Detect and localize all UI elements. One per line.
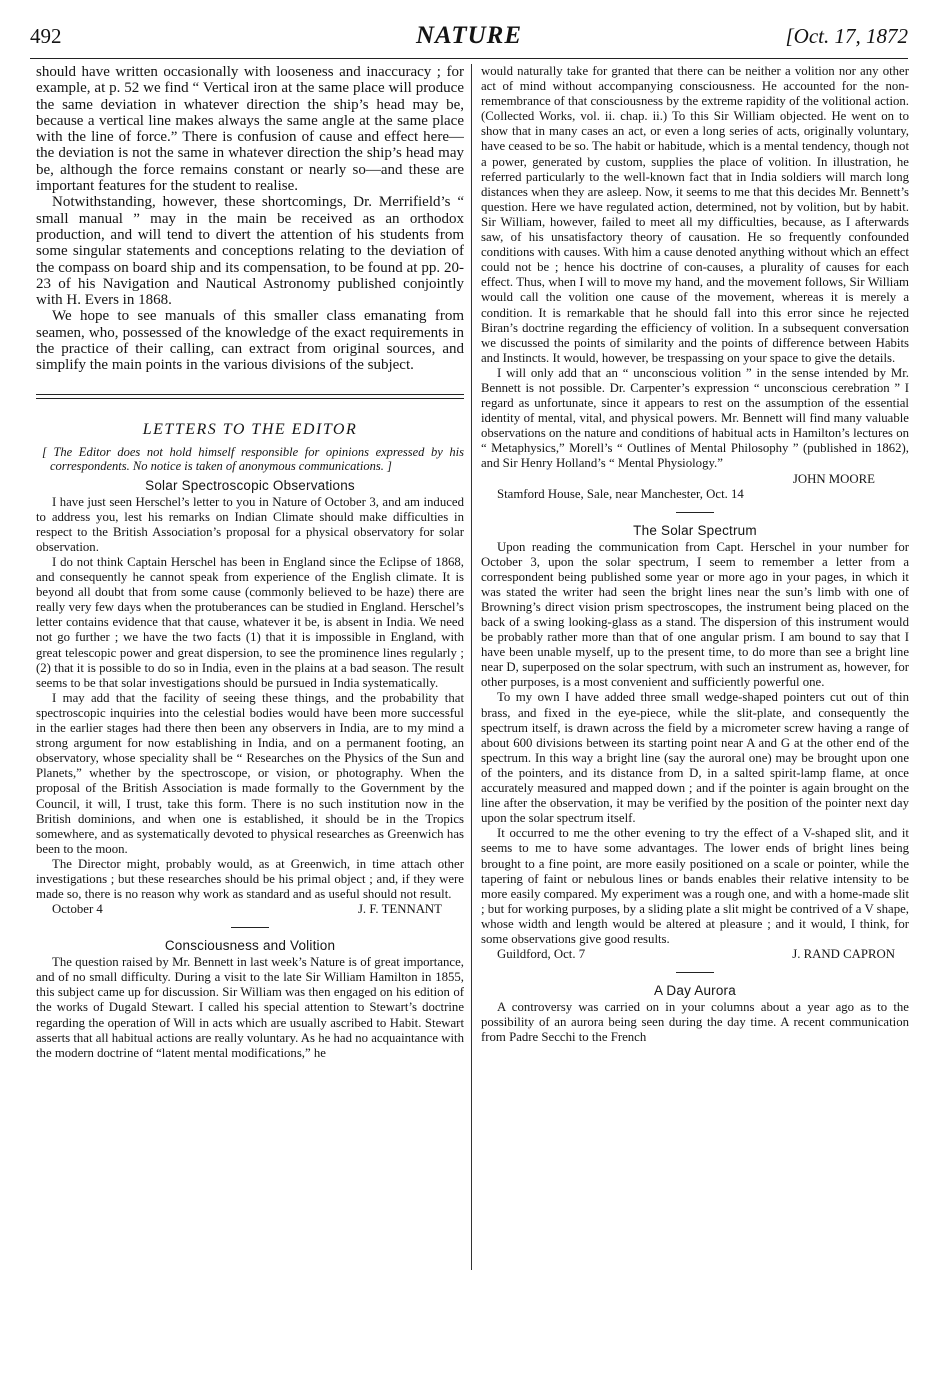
- short-rule: [676, 972, 714, 973]
- section-title: LETTERS TO THE EDITOR: [142, 420, 358, 438]
- article-paragraph: It occurred to me the other evening to try the effect of a V-shaped slit, and it seems to me to have some advantages. The lower ends of bright lines being brought to a fine point, are more easily positioned on a scale or pointer, while the tapering of faint or nebulous lines or bands enables their relative intensity to be more easily compared. My experiment was a rough one, and with a home-made slit ; but for working purposes, by a sliding plate a slit might be contrived of a V shape, whose width and length would be altered at pleasure ; and it would, I think, for some observations give good results.: [481, 826, 909, 946]
- article-paragraph: To my own I have added three small wedge-shaped pointers cut out of thin brass, and fixed in the eye-piece, while the slit-plate, and consequently the spectrum itself, is drawn across the field by a micrometer screw having a range of about 600 divisions between its starting point near A and G at the other end of the spectrum. In this way a bright line (say the auroral one) may be brought upon one of the pointers, and its distance from D, in a salted spirit-lamp flame, at once accurately measured and mapped down ; and if the pointer is again brought on the line after the observation, it may be verified by the position of the pointer next day upon the solar spectrum itself.: [481, 690, 909, 826]
- right-column: [481, 64, 909, 1372]
- article-paragraph: I may add that the facility of seeing these things, and the probability that spectroscopic inquiries into the celestial bodies would have been more successful in the earlier stages had there then been any observers in India, are to my mind a strong argument for now establishing in India, and on a permanent footing, an observatory, whose speciality shall be “ Researches on the Physics of the Sun and Planets,” whether by the spectroscope, or vision, or photography. When the proposal of the British Association is made formally to the Government by the Council, it will, I trust, take this form. There is no such institution now in the British dominions, and when one is established, it should be in the Tropics somewhere, and as systematically devoted to physical researches as Greenwich has been to the moon.: [36, 690, 464, 856]
- column-divider: [471, 64, 472, 1270]
- article-paragraph: A controversy was carried on in your columns about a year ago as to the possibility of an aurora being seen during the day time. A recent communication from Padre Secchi to the French: [481, 1000, 909, 1045]
- letter-signoff: [481, 947, 909, 962]
- article-title: The Solar Spectrum: [633, 522, 757, 538]
- editor-disclaimer: [ The Editor does not hold himself responsible for opinions expressed by his correspondents. No notice is taken of anonymous communications. ]: [42, 444, 464, 474]
- short-rule: [231, 927, 269, 928]
- letter-signature: J. F. TENNANT: [357, 902, 442, 917]
- letter-signoff: [36, 902, 464, 917]
- left-column: [36, 64, 464, 1372]
- article-paragraph: I have just seen Herschel’s letter to you in Nature of October 3, and am induced to address you, lest his remarks on Indian Climate should make difficulties in respect to the British Association’s proposal for a physical observatory for solar observation.: [36, 494, 464, 554]
- issue-date: [Oct. 17, 1872: [785, 24, 908, 48]
- section-double-rule: [36, 394, 464, 399]
- letter-date: October 4: [52, 902, 103, 917]
- article-title: Consciousness and Volition: [164, 938, 336, 954]
- page-header: [30, 20, 908, 54]
- article-paragraph: The Director might, probably would, as at Greenwich, in time attach other investigations ; but these researches should be his primal object ; and, if they were made so, there is no reason why work as standard and as useful should not result.: [36, 856, 464, 902]
- letter-signature: JOHN MOORE: [792, 471, 875, 486]
- article-title: Solar Spectroscopic Observations: [145, 477, 355, 493]
- article-paragraph: I do not think Captain Herschel has been in England since the Eclipse of 1868, and consequently he cannot speak from experience of the English climate. It is beyond all doubt that from some cause (commonly believed to be haze) there are really very few days when the protuberances can be studied in England. Herschel’s letter contains evidence that that cause, whatever it be, is absent in India. We need not go further ; we have the two facts (1) that it is impossible in England, with great telescopic power and great dispersion, to see the prominence lines regularly ; (2) that it is possible to do so in India, even in the plains at a bad season. The result seems to be that solar investigations should be pursued in India systematically.: [36, 555, 464, 690]
- review-paragraph: We hope to see manuals of this smaller class emanating from seamen, who, possessed of the knowledge of the exact requirements in the practice of their calling, can extract from original sources, and simplify the main points in the various divisions of the subject.: [36, 308, 464, 374]
- letter-signature: J. RAND CAPRON: [792, 947, 895, 962]
- short-rule: [676, 512, 714, 513]
- journal-title: NATURE: [415, 22, 523, 49]
- letter-address: Stamford House, Sale, near Manchester, Oct. 14: [497, 486, 744, 501]
- review-paragraph: Notwithstanding, however, these shortcomings, Dr. Merrifield’s “ small manual ” may in the main be received as an orthodox production, and will tend to divert the attention of his students from some singular statements and conceptions relating to the deviation of the compass on board ship and its compensation, to be found at pp. 20-23 of his Navigation and Nautical Astronomy published conjointly with H. Evers in 1868.: [36, 194, 464, 309]
- letter-date: Guildford, Oct. 7: [497, 947, 586, 962]
- article-paragraph: I will only add that an “ unconscious volition ” in the sense intended by Mr. Bennett is not possible. Dr. Carpenter’s expression “ unconscious cerebration ” I regard as unfortunate, since it appears to rest on the assumption of the essential identity of mental, vital, and physical powers. Mr. Bennett will find many valuable observations on the nature and conditions of habitual acts in Hamilton’s lectures on “ Metaphysics,” Morell’s “ Outlines of Mental Philosophy ” (published in 1862), and Sir Henry Holland’s “ Mental Physiology.”: [481, 365, 909, 471]
- article-title: A Day Aurora: [654, 983, 736, 999]
- article-paragraph: The question raised by Mr. Bennett in last week’s Nature is of great importance, and of no small difficulty. During a visit to the late Sir William Hamilton in 1855, this subject came up for discussion. Sir William was then engaged on his edition of the works of Dugald Stewart. I called his special attention to Stewart’s doctrine regarding the operation of Will in acts which are usually ascribed to Habit. Stewart asserts that all habitual actions are really voluntary. As he had no acquaintance with the modern doctrine of “latent mental modifications,” he: [36, 955, 464, 1060]
- article-paragraph: Upon reading the communication from Capt. Herschel in your number for October 3, upon the solar spectrum, I seem to remember a letter from a correspondent being published some year or more ago in your pages, in which it was stated the writer had seen the bright lines near the sun’s limb with one of Browning’s direct vision prism spectroscopes, the instrument being placed on the back of a swing looking-glass as a stand. The dispersion of this instrument would be probably rather more than that of one angular prism. I am bound to say that I have been unable myself, up to the present time, to do more than see a bright line near D, superposed on the solar spectrum, with such an instrument as, however, for other purposes, is a most convenient and sufficiently powerful one.: [481, 539, 909, 690]
- article-paragraph: would naturally take for granted that there can be neither a volition nor any other act of mind without accompanying consciousness. He accounted for the non-remembrance of that consciousness by the extreme rapidity of the volitional action. (Collected Works, vol. ii. chap. ii.) To this Sir William objected. He went on to show that in many cases an act, or even a long series of acts, originally voluntary, have ceased to be so. The habit or habitude, which is a mental tendency, though not a power, generated by custom, supplies the place of volition. In illustration, he referred particularly to the well-known fact that in India soldiers will march long distances when they are asleep. Now, it seems to me that this decides Mr. Bennett’s question. Here we have regulated action, determined, not by volition, but by habit. Sir William, however, failed to meet all my difficulties, because, as I afterwards saw, of his unsatisfactory theory of causation. He so frequently confounded conditions with causes. With him a cause denoted anything without which an effect could not be ; hence his doctrine of con-causes, a plurality of causes for each effect. Thus, when I will to move my hand, and the movement follows, Sir William would call the volition one cause of the movement, whereas it is merely a condition. It is remarkable that he should fall into this error since he rejected Biran’s doctrine regarding the efficiency of volition. In a subsequent conversation we discussed the points of similarity and the points of difference between Habits and Instincts. It would, however, be trespassing on your space to give the details.: [481, 64, 909, 365]
- review-paragraph: should have written occasionally with looseness and inaccuracy ; for example, at p. 52 we find “ Vertical iron at the same place will produce the same deviation in whatever direction the ship’s head may be, because a vertical line makes always the same angle at the same place with the line of force.” There is confusion of cause and effect here—the deviation is not the same in whatever direction the ship’s head may be, although the force remains constant or nearly so—and these are important features for the student to realise.: [36, 64, 464, 195]
- page-number: 492: [30, 24, 62, 48]
- header-rule: [30, 58, 908, 59]
